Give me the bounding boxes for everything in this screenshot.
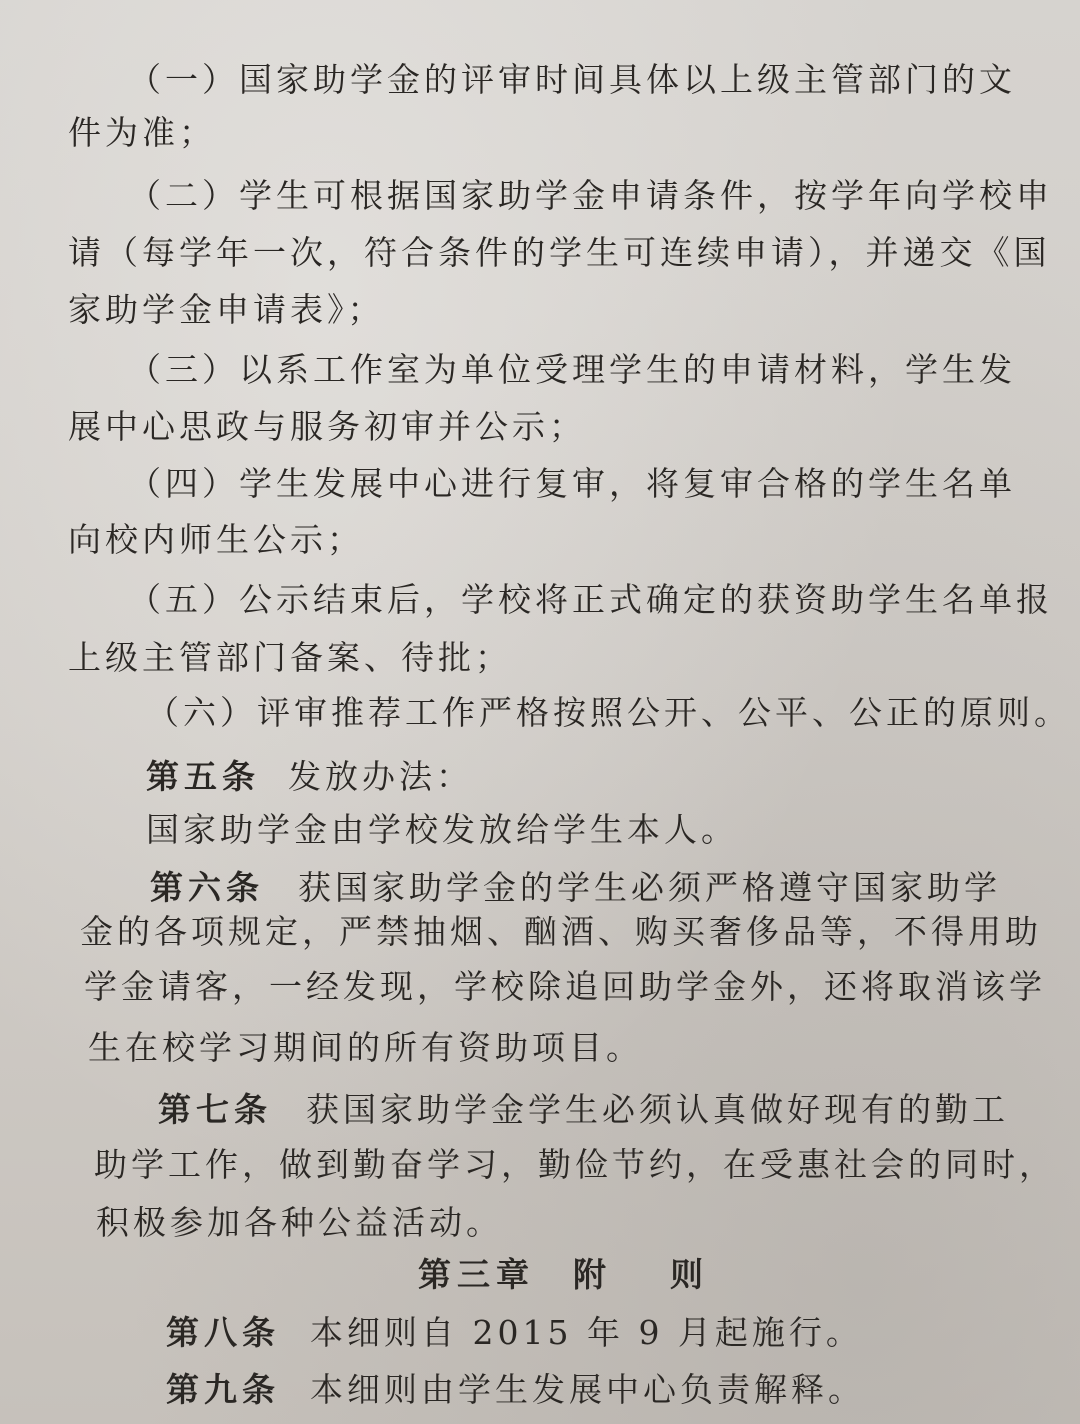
article-5-body: 国家助学金由学校发放给学生本人。 [146, 810, 738, 849]
item-4-line-1: （四）学生发展中心进行复审，将复审合格的学生名单 [128, 464, 1016, 503]
chapter-3-label: 第三章 [418, 1255, 535, 1294]
article-7-line-1 [158, 1090, 1009, 1130]
chapter-3-word-1: 附 [573, 1255, 612, 1294]
article-6-line-2: 金的各项规定，严禁抽烟、酗酒、购买奢侈品等，不得用助 [80, 912, 1042, 951]
article-6-line-1 [150, 868, 1001, 908]
article-5-heading [146, 757, 473, 797]
item-2-line-3: 家助学金申请表》； [68, 290, 385, 329]
article-6-label: 第六条 [150, 868, 264, 907]
item-3-line-2: 展中心思政与服务初审并公示； [68, 407, 586, 446]
item-2-line-2: 请（每学年一次，符合条件的学生可连续申请），并递交《国 [68, 233, 1051, 272]
article-9-body: 本细则由学生发展中心负责解释。 [310, 1370, 865, 1409]
item-3-line-1: （三）以系工作室为单位受理学生的申请材料，学生发 [128, 350, 1016, 389]
article-9-line [166, 1370, 865, 1410]
article-7-line-2: 助学工作，做到勤奋学习，勤俭节约，在受惠社会的同时， [94, 1145, 1056, 1184]
chapter-3-heading [418, 1255, 709, 1295]
article-5-label: 第五条 [146, 757, 260, 796]
item-1-line-1: （一）国家助学金的评审时间具体以上级主管部门的文 [128, 60, 1016, 99]
item-1-line-2: 件为准； [68, 113, 216, 152]
article-9-label: 第九条 [166, 1370, 280, 1409]
item-6-line-1: （六）评审推荐工作严格按照公开、公平、公正的原则。 [146, 693, 1071, 732]
article-7-text-1: 获国家助学金学生必须认真做好现有的勤工 [306, 1090, 1009, 1129]
item-5-line-2: 上级主管部门备案、待批； [68, 638, 512, 677]
chapter-3-word-2: 则 [670, 1255, 709, 1294]
article-6-line-3: 学金请客，一经发现，学校除追回助学金外，还将取消该学 [84, 967, 1046, 1006]
article-7-line-3: 积极参加各种公益活动。 [96, 1203, 503, 1242]
article-6-line-4: 生在校学习期间的所有资助项目。 [88, 1028, 643, 1067]
article-8-body: 本细则自 2015 年 9 月起施行。 [310, 1313, 863, 1352]
article-8-line [166, 1313, 863, 1353]
item-5-line-1: （五）公示结束后，学校将正式确定的获资助学生名单报 [128, 580, 1053, 619]
item-2-line-1: （二）学生可根据国家助学金申请条件，按学年向学校申 [128, 176, 1053, 215]
item-4-line-2: 向校内师生公示； [68, 520, 364, 559]
article-5-title: 发放办法： [288, 757, 473, 796]
article-8-label: 第八条 [166, 1313, 280, 1352]
article-7-label: 第七条 [158, 1090, 272, 1129]
article-6-text-1: 获国家助学金的学生必须严格遵守国家助学 [298, 868, 1001, 907]
